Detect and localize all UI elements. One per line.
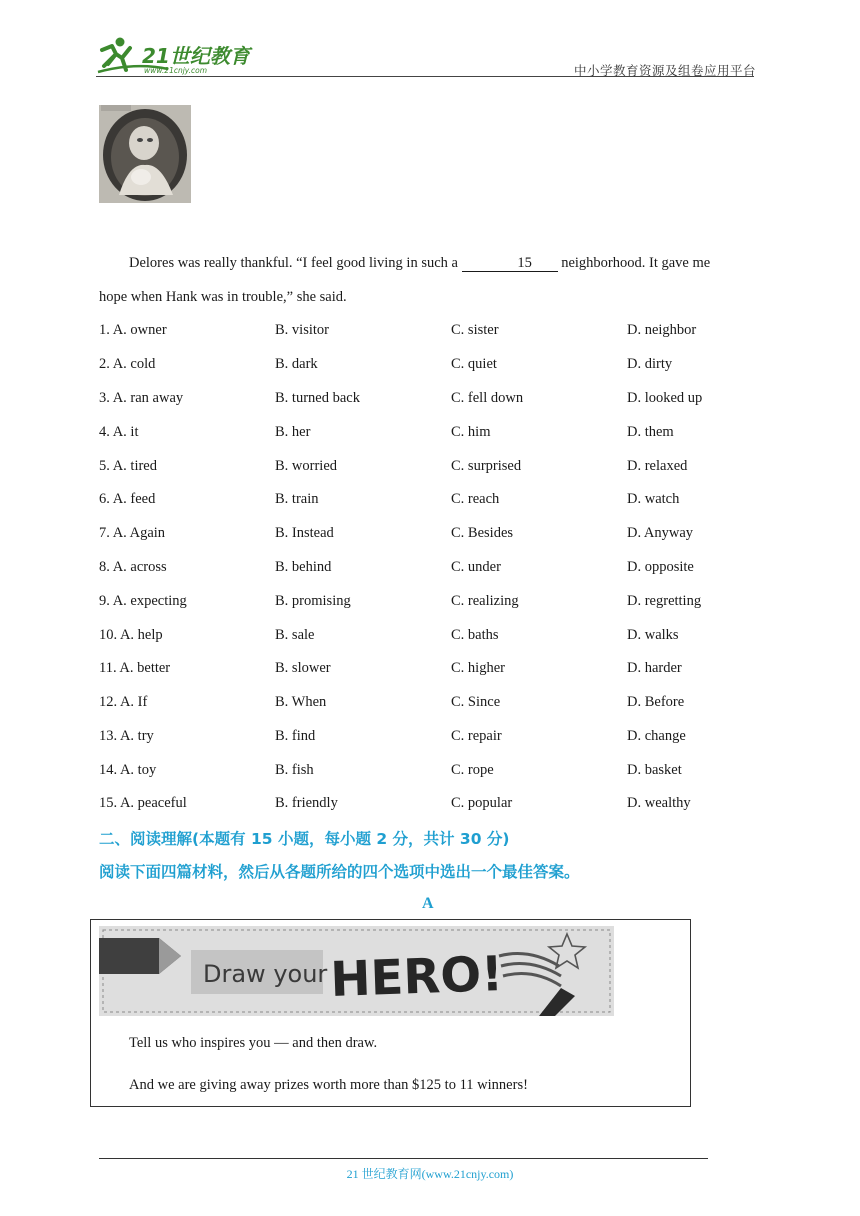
option-b: B. dark [275, 356, 318, 372]
option-c: C. surprised [451, 458, 522, 474]
option-d: D. watch [627, 491, 680, 507]
option-a: 6. A. feed [99, 491, 156, 507]
passage-text-after: neighborhood. It gave me [557, 255, 711, 271]
question-row [99, 795, 779, 815]
option-d: D. regretting [627, 593, 702, 609]
question-row [99, 762, 779, 782]
question-row [99, 491, 779, 511]
option-c: C. under [451, 559, 501, 575]
option-b: B. worried [275, 458, 338, 474]
option-a: 2. A. cold [99, 356, 156, 372]
option-d: D. basket [627, 762, 682, 778]
option-b: B. train [275, 491, 319, 507]
option-a: 7. A. Again [99, 525, 166, 541]
blank-15: 15 [462, 256, 558, 272]
footer-divider [99, 1158, 708, 1159]
option-b: B. visitor [275, 322, 329, 338]
option-d: D. change [627, 728, 686, 744]
option-b: B. turned back [275, 390, 360, 406]
option-a: 12. A. If [99, 694, 148, 710]
question-row [99, 728, 779, 748]
option-b: B. sale [275, 627, 315, 643]
site-logo [96, 36, 256, 76]
box-line-2: And we are giving away prizes worth more than $125 to 11 winners! [129, 1077, 528, 1093]
option-a: 10. A. help [99, 627, 163, 643]
option-b: B. promising [275, 593, 351, 609]
question-row [99, 356, 779, 376]
option-d: D. opposite [627, 559, 694, 575]
section-instruction: 阅读下面四篇材料，然后从各题所给的四个选项中选出一个最佳答案。 [99, 863, 580, 881]
option-c: C. quiet [451, 356, 497, 372]
option-c: C. realizing [451, 593, 519, 609]
option-b: B. fish [275, 762, 314, 778]
option-c: C. Since [451, 694, 501, 710]
section-title: 二、阅读理解(本题有 15 小题，每小题 2 分，共计 30 分) [99, 830, 510, 848]
portrait-photo [99, 105, 191, 203]
option-d: D. looked up [627, 390, 703, 406]
runner-logo-icon [96, 36, 256, 76]
option-a: 8. A. across [99, 559, 167, 575]
option-d: D. Before [627, 694, 685, 710]
option-b: B. slower [275, 660, 331, 676]
question-row [99, 458, 779, 478]
option-c: C. fell down [451, 390, 524, 406]
option-a: 4. A. it [99, 424, 139, 440]
question-row [99, 694, 779, 714]
option-c: C. Besides [451, 525, 514, 541]
passage-line-2: hope when Hank was in trouble,” she said. [99, 289, 347, 305]
option-a: 11. A. better [99, 660, 171, 676]
logo-url: www.21cnjy.com [144, 66, 208, 75]
option-b: B. behind [275, 559, 332, 575]
option-d: D. harder [627, 660, 682, 676]
logo-text: 21世纪教育 [142, 44, 250, 68]
option-c: C. him [451, 424, 491, 440]
passage-line-1 [99, 254, 739, 272]
option-c: C. higher [451, 660, 505, 676]
question-row [99, 593, 779, 613]
hero-banner-image [99, 926, 614, 1016]
header-divider [96, 76, 754, 77]
question-row [99, 559, 779, 579]
banner-left-text: Draw your [203, 960, 328, 988]
question-row [99, 424, 779, 444]
option-d: D. dirty [627, 356, 673, 372]
option-b: B. friendly [275, 795, 338, 811]
option-c: C. rope [451, 762, 494, 778]
option-a: 9. A. expecting [99, 593, 187, 609]
question-row [99, 660, 779, 680]
option-d: D. relaxed [627, 458, 688, 474]
option-d: D. neighbor [627, 322, 697, 338]
option-c: C. repair [451, 728, 502, 744]
option-d: D. them [627, 424, 674, 440]
platform-name: 中小学教育资源及组卷应用平台 [574, 64, 757, 78]
option-b: B. Instead [275, 525, 334, 541]
option-d: D. Anyway [627, 525, 694, 541]
part-label: A [422, 895, 434, 912]
option-a: 3. A. ran away [99, 390, 184, 406]
option-b: B. find [275, 728, 316, 744]
option-a: 15. A. peaceful [99, 795, 187, 811]
passage-text-before: Delores was really thankful. “I feel good living in such a [129, 255, 462, 271]
question-row [99, 390, 779, 410]
option-c: C. popular [451, 795, 513, 811]
option-d: D. walks [627, 627, 679, 643]
option-a: 5. A. tired [99, 458, 157, 474]
option-a: 1. A. owner [99, 322, 167, 338]
question-row [99, 322, 779, 342]
banner-hero-text: HERO! [329, 946, 504, 1008]
option-c: C. sister [451, 322, 499, 338]
question-row [99, 627, 779, 647]
option-a: 14. A. toy [99, 762, 157, 778]
option-d: D. wealthy [627, 795, 691, 811]
footer-text: 21 世纪教育网(www.21cnjy.com) [346, 1167, 514, 1181]
option-b: B. her [275, 424, 311, 440]
option-b: B. When [275, 694, 327, 710]
option-c: C. reach [451, 491, 500, 507]
option-a: 13. A. try [99, 728, 154, 744]
box-line-1: Tell us who inspires you — and then draw. [129, 1035, 378, 1051]
option-c: C. baths [451, 627, 499, 643]
question-row [99, 525, 779, 545]
